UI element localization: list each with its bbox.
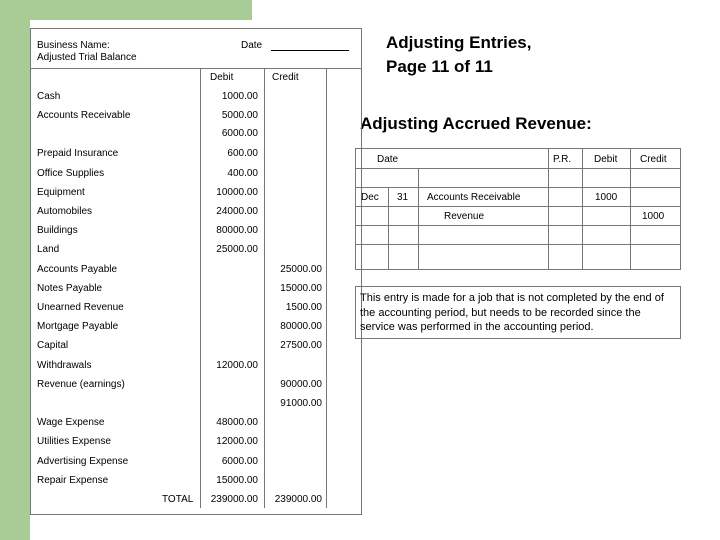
credit-column-right-border: [326, 68, 327, 508]
account-debit: 600.00: [227, 148, 258, 159]
journal-row-line: [355, 187, 681, 188]
account-name: Buildings: [37, 225, 78, 236]
account-name: Unearned Revenue: [37, 302, 124, 313]
date-underline: [271, 50, 349, 51]
debit-credit-divider: [264, 68, 265, 508]
account-debit: 12000.00: [216, 436, 258, 447]
credit-header: Credit: [272, 72, 299, 83]
journal-month-day-divider: [388, 187, 389, 270]
journal-credit-amount: 1000: [642, 211, 665, 222]
journal-account-pr-divider: [548, 148, 549, 270]
journal-credit-account: Revenue: [444, 211, 485, 222]
journal-debit-amount: 1000: [595, 192, 618, 203]
journal-header-line: [355, 168, 681, 169]
journal-row-line: [355, 225, 681, 226]
account-credit: 80000.00: [280, 321, 322, 332]
account-debit: 80000.00: [216, 225, 258, 236]
account-name: Capital: [37, 340, 69, 351]
account-name: Withdrawals: [37, 360, 92, 371]
account-name: Repair Expense: [37, 475, 109, 486]
account-debit: 12000.00: [216, 360, 258, 371]
journal-pr-header: P.R.: [553, 154, 572, 165]
header-divider: [30, 68, 362, 69]
business-name-label: Business Name:: [37, 40, 110, 51]
account-debit: 400.00: [227, 168, 258, 179]
account-name: Prepaid Insurance: [37, 148, 119, 159]
account-name: Wage Expense: [37, 417, 105, 428]
account-debit: 24000.00: [216, 206, 258, 217]
account-name: Accounts Receivable: [37, 110, 131, 121]
slide-title-line1: Adjusting Entries,: [386, 33, 532, 52]
debit-column-left-border: [200, 68, 201, 508]
account-credit: 1500.00: [285, 302, 322, 313]
journal-date-account-divider: [418, 168, 419, 270]
journal-row-line: [355, 244, 681, 245]
account-debit: 15000.00: [216, 475, 258, 486]
account-name: Utilities Expense: [37, 436, 111, 447]
account-name: Revenue (earnings): [37, 379, 125, 390]
journal-debit-credit-divider: [630, 148, 631, 270]
date-label: Date: [241, 40, 263, 51]
account-name: Equipment: [37, 187, 85, 198]
slide-title-line2: Page 11 of 11: [386, 57, 493, 76]
journal-date-header: Date: [377, 154, 399, 165]
account-debit: 10000.00: [216, 187, 258, 198]
account-debit: 1000.00: [221, 91, 258, 102]
debit-header: Debit: [210, 72, 234, 83]
journal-credit-header: Credit: [640, 154, 667, 165]
account-name: Cash: [37, 91, 61, 102]
account-debit: 5000.00: [221, 110, 258, 121]
account-debit: 6000.00: [221, 128, 258, 139]
account-credit: 91000.00: [280, 398, 322, 409]
account-debit: 6000.00: [221, 456, 258, 467]
account-debit: 25000.00: [216, 244, 258, 255]
journal-entry-month: Dec: [361, 192, 379, 203]
account-name: Notes Payable: [37, 283, 103, 294]
journal-debit-account: Accounts Receivable: [427, 192, 521, 203]
journal-debit-header: Debit: [594, 154, 618, 165]
journal-pr-debit-divider: [582, 148, 583, 270]
journal-entry-day: 31: [397, 192, 409, 203]
total-credit: 239000.00: [274, 494, 322, 505]
account-credit: 25000.00: [280, 264, 322, 275]
account-name: Automobiles: [37, 206, 93, 217]
account-credit: 27500.00: [280, 340, 322, 351]
account-credit: 15000.00: [280, 283, 322, 294]
account-name: Land: [37, 244, 60, 255]
account-debit: 48000.00: [216, 417, 258, 428]
account-name: Mortgage Payable: [37, 321, 119, 332]
sheet-title: Adjusted Trial Balance: [37, 52, 137, 63]
account-name: Office Supplies: [37, 168, 105, 179]
slide-subtitle: Adjusting Accrued Revenue:: [360, 114, 592, 133]
explanation-note: This entry is made for a job that is not completed by the end of the accounting period, but needs to be recorded since the service was performed in the accounting period.: [355, 286, 681, 339]
general-journal: [355, 148, 681, 270]
journal-row-line: [355, 206, 681, 207]
total-debit: 239000.00: [210, 494, 258, 505]
account-name: Accounts Payable: [37, 264, 118, 275]
total-label: TOTAL: [162, 494, 194, 505]
account-name: Advertising Expense: [37, 456, 129, 467]
account-credit: 90000.00: [280, 379, 322, 390]
